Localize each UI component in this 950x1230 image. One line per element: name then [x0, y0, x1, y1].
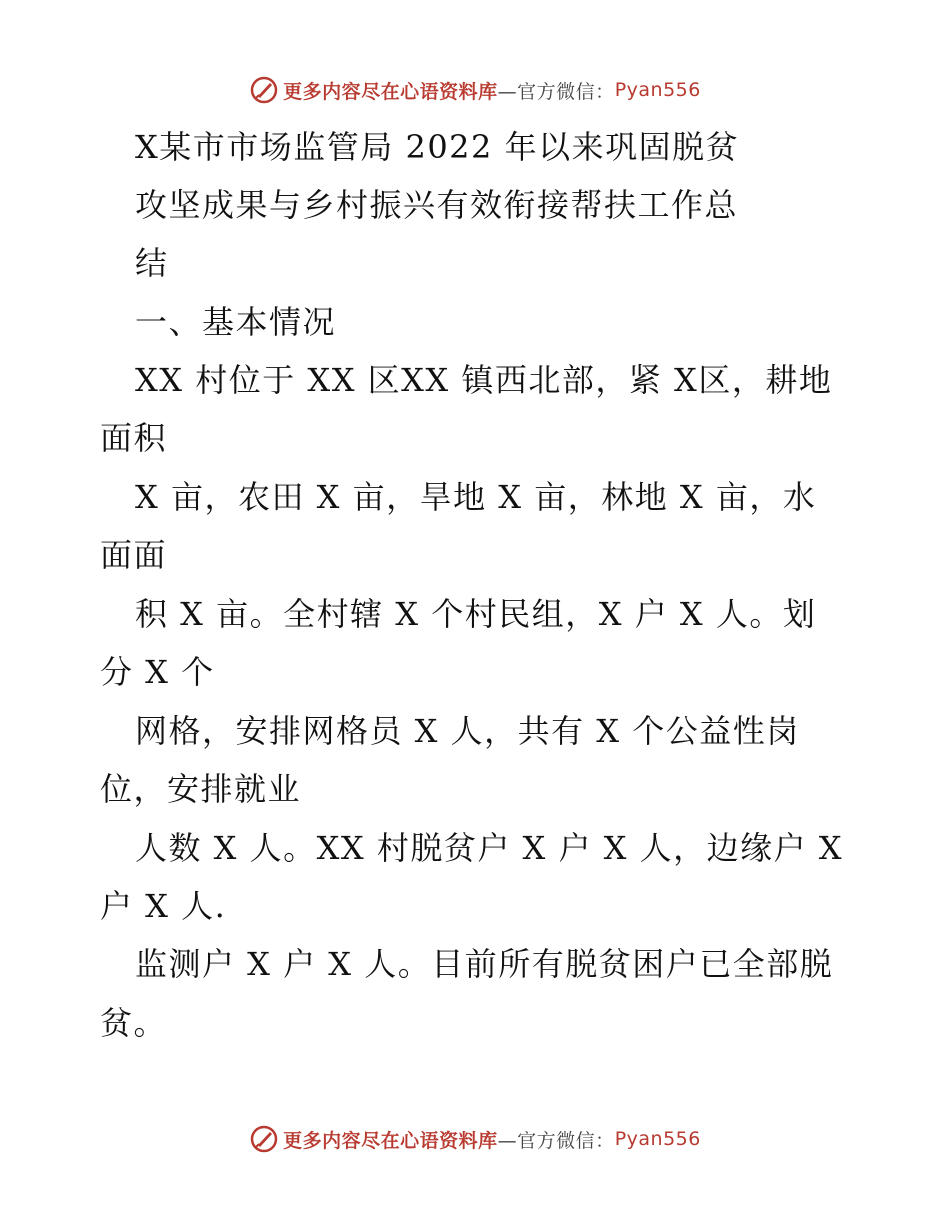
paragraph-line: 位，安排就业 — [100, 770, 302, 808]
watermark-wechat-id: Pyan556 — [614, 79, 701, 101]
paragraph-line: 贫。 — [100, 1004, 168, 1042]
watermark-wechat-id: Pyan556 — [614, 1128, 701, 1150]
watermark-main: 更多内容尽在心语资料库 — [283, 80, 498, 103]
watermark-text — [283, 77, 701, 104]
watermark-text — [283, 1126, 701, 1153]
document-title-line-3: 结 — [135, 244, 169, 282]
watermark-separator: —官方微信： — [497, 1129, 615, 1152]
section-heading: 一、基本情况 — [135, 303, 337, 341]
paragraph-line: 面面 — [100, 536, 168, 574]
paragraph-line: 户 X 人. — [100, 887, 227, 925]
watermark-separator: —官方微信： — [497, 80, 615, 103]
document-title-line-1: X某市市场监管局 2022 年以来巩固脱贫 — [135, 128, 740, 166]
paragraph-line: 人数 X 人。XX 村脱贫户 X 户 X 人，边缘户 X — [135, 829, 844, 867]
paragraph-line: 监测户 X 户 X 人。目前所有脱贫困户已全部脱 — [135, 945, 834, 983]
document-title-line-2: 攻坚成果与乡村振兴有效衔接帮扶工作总 — [135, 186, 739, 224]
header-watermark — [0, 70, 950, 110]
paragraph-line: 网格，安排网格员 X 人，共有 X 个公益性岗 — [135, 712, 800, 750]
paragraph-line: 积 X 亩。全村辖 X 个村民组，X 户 X 人。划 — [135, 595, 817, 633]
quill-logo-icon — [249, 1124, 279, 1154]
watermark-main: 更多内容尽在心语资料库 — [283, 1129, 498, 1152]
paragraph-line: 分 X 个 — [100, 653, 215, 691]
footer-watermark — [0, 1119, 950, 1159]
paragraph-line: XX 村位于 XX 区XX 镇西北部，紧 X区，耕地 — [135, 361, 833, 399]
paragraph-line: X 亩，农田 X 亩，旱地 X 亩，林地 X 亩，水 — [135, 478, 817, 516]
quill-logo-icon — [249, 75, 279, 105]
paragraph-line: 面积 — [100, 419, 168, 457]
